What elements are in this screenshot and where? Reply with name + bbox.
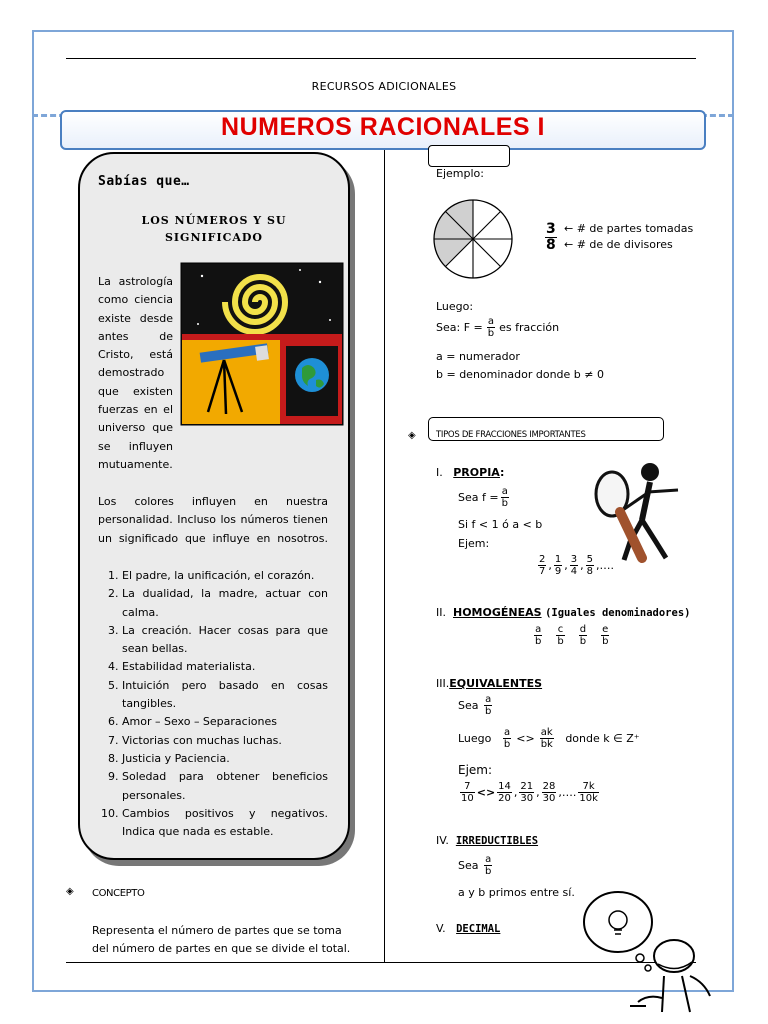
irreductibles-heading: IV. IRREDUCTIBLES bbox=[436, 834, 539, 847]
intro-line: universo que bbox=[98, 421, 173, 435]
fraction-definition: Sea: F = $\frac{a}{b}$ es fracción bbox=[436, 316, 560, 339]
separator: , bbox=[548, 559, 552, 572]
fraction: $\frac{e}{b}$ bbox=[602, 624, 609, 647]
list-item: 4. Estabilidad materialista. bbox=[122, 658, 328, 676]
separator: , bbox=[580, 559, 584, 572]
diamond-bullet-icon: ◈ bbox=[66, 886, 74, 897]
intro-line: Cristo, está bbox=[98, 348, 173, 362]
intro-line: se influyen bbox=[98, 439, 173, 453]
equivalentes-heading: III.EQUIVALENTES bbox=[436, 677, 543, 690]
pie-chart-icon bbox=[430, 196, 516, 282]
list-item: 1. El padre, la unificación, el corazón. bbox=[122, 567, 328, 585]
separator: , bbox=[564, 559, 568, 572]
pie-fraction: 3 8 bbox=[546, 221, 556, 253]
top-label: RECURSOS ADICIONALES bbox=[311, 80, 457, 93]
propia-heading: I. PROPIA: bbox=[436, 466, 505, 479]
luego-label: Luego: bbox=[436, 300, 474, 313]
propia-sea: Sea f = $\frac{a}{b}$ bbox=[458, 486, 508, 509]
homogeneas-fractions bbox=[532, 624, 611, 647]
fraction: $\frac{5}{8}$ bbox=[586, 554, 593, 577]
irreductibles-sea: Sea $\frac{a}{b}$ bbox=[458, 854, 492, 877]
top-rule bbox=[66, 58, 696, 59]
separator: , bbox=[513, 786, 518, 799]
sidebar-subheading: LOS NÚMEROS Y SU SIGNIFICADO bbox=[141, 214, 287, 244]
intro-line: demostrado bbox=[98, 366, 165, 380]
list-item: 6. Amor – Sexo – Separaciones bbox=[122, 713, 328, 731]
propia-condition: Si f < 1 ó a < b bbox=[458, 518, 543, 531]
irreductibles-primos: a y b primos entre sí. bbox=[458, 886, 575, 899]
separator: ,…. bbox=[596, 559, 614, 572]
separator: ,…. bbox=[558, 786, 577, 799]
fraction: $\frac{a}{b}$ bbox=[535, 624, 542, 647]
list-item: 10. Cambios positivos y negativos. Indica que nada es estable. bbox=[122, 805, 328, 842]
fraction: $\frac{7k}{10k}$ bbox=[579, 781, 598, 804]
intro-line: que existen bbox=[98, 384, 173, 398]
list-item: 8. Justicia y Paciencia. bbox=[122, 750, 328, 768]
intro-line: fuerzas en el bbox=[98, 403, 173, 417]
decimal-heading: V. DECIMAL bbox=[436, 922, 501, 935]
pie-den-label: ← # de de divisores bbox=[564, 238, 673, 251]
diamond-bullet-icon: ◈ bbox=[408, 430, 416, 441]
magnifier-figure-illustration bbox=[590, 462, 694, 566]
propia-ejem: Ejem: bbox=[458, 537, 490, 550]
pie-num-label: ← # de partes tomadas bbox=[564, 222, 694, 235]
colors-paragraph: Los colores influyen en nuestra personalidad. Incluso los números tienen un significado que influye en nosotros. bbox=[98, 495, 328, 545]
list-item: 2. La dualidad, la madre, actuar con calma. bbox=[122, 585, 328, 622]
list-item: 3. La creación. Hacer cosas para que sean bellas. bbox=[122, 622, 328, 659]
fraction: $\frac{2}{7}$ bbox=[539, 554, 546, 577]
sidebar-heading: Sabías que… bbox=[98, 174, 190, 189]
intro-line: La astrología bbox=[98, 275, 173, 288]
fraction: $\frac{28}{30}$ bbox=[542, 781, 556, 804]
separator: <> bbox=[476, 786, 496, 799]
column-divider bbox=[384, 150, 385, 962]
ejemplo-label: Ejemplo: bbox=[436, 167, 484, 180]
astrology-illustration bbox=[180, 262, 344, 426]
fraction: $\frac{3}{4}$ bbox=[570, 554, 578, 577]
intro-line: antes de bbox=[98, 329, 173, 343]
fraction: $\frac{1}{9}$ bbox=[554, 554, 562, 577]
equivalentes-examples bbox=[458, 781, 601, 804]
page-title: NUMEROS RACIONALES I bbox=[221, 113, 545, 141]
thinking-figure-illustration bbox=[578, 884, 734, 1018]
intro-text bbox=[98, 273, 173, 474]
list-item: 7. Victorias con muchas luchas. bbox=[122, 732, 328, 750]
fraction: $\frac{21}{30}$ bbox=[520, 781, 534, 804]
intro-line: mutuamente. bbox=[98, 457, 173, 471]
fraction: $\frac{14}{20}$ bbox=[498, 781, 511, 804]
small-rounded-box bbox=[428, 145, 510, 167]
list-item: 5. Intuición pero basado en cosas tangibles. bbox=[122, 677, 328, 714]
equivalentes-sea: Sea $\frac{a}{b}$ bbox=[458, 694, 492, 717]
concepto-label: CONCEPTO bbox=[92, 888, 145, 899]
tipos-label: TIPOS DE FRACCIONES IMPORTANTES bbox=[436, 430, 586, 440]
number-meanings-list bbox=[98, 567, 328, 841]
intro-line: existe desde bbox=[98, 311, 173, 325]
fraction: $\frac{c}{b}$ bbox=[557, 624, 564, 647]
intro-line: como ciencia bbox=[98, 293, 173, 307]
numerador-line: a = numerador bbox=[436, 350, 520, 363]
separator: , bbox=[536, 786, 540, 799]
fraction: $\frac{7}{10}$ bbox=[461, 781, 474, 804]
equivalentes-rule: Luego $\frac{a}{b}$ <> $\frac{ak}{bk}$ donde k ∈ Z⁺ bbox=[458, 727, 640, 750]
homogeneas-heading: II. HOMOGÉNEAS (Iguales denominadores) bbox=[436, 606, 691, 619]
list-item: 9. Soledad para obtener beneficios personales. bbox=[122, 768, 328, 805]
concepto-text: Representa el número de partes que se toma del número de partes en que se divide el total. bbox=[92, 924, 351, 956]
denominador-line: b = denominador donde b ≠ 0 bbox=[436, 368, 604, 381]
equivalentes-ejem: Ejem: bbox=[458, 763, 493, 777]
fraction: $\frac{d}{b}$ bbox=[579, 624, 587, 647]
